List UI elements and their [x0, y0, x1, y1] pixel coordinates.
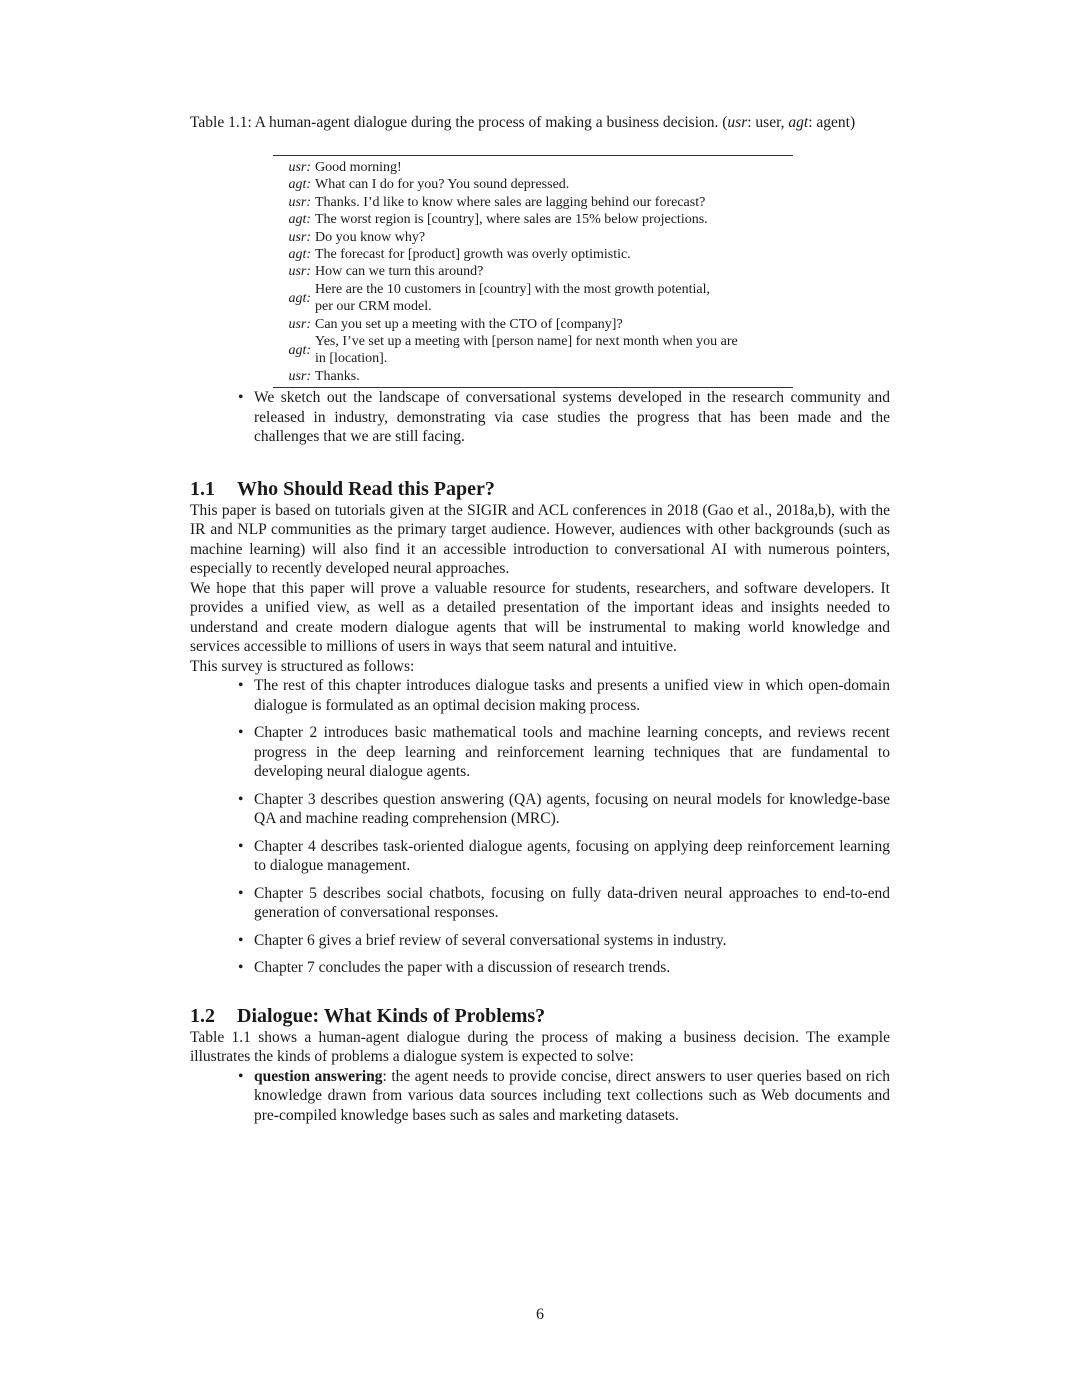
utterance-line: per our CRM model.	[315, 299, 432, 315]
page-body	[190, 112, 890, 1133]
bullet-icon: •	[238, 724, 244, 742]
speaker: agt:	[288, 290, 311, 306]
list-item-text: Chapter 4 describes task-oriented dialogue agents, focusing on applying deep reinforcement learning to dialogue management.	[254, 837, 890, 875]
dialogue-row	[273, 281, 793, 316]
bullet-icon: •	[238, 959, 244, 977]
list-item	[238, 1067, 890, 1126]
list-item-text: Chapter 7 concludes the paper with a discussion of research trends.	[254, 959, 671, 977]
dialogue-row	[273, 333, 793, 368]
bullet-icon: •	[238, 389, 244, 407]
list-item-text: Chapter 6 gives a brief review of several conversational systems in industry.	[254, 931, 727, 949]
list-item	[238, 884, 890, 923]
bullet-icon: •	[238, 837, 244, 855]
list-item-text: The rest of this chapter introduces dialogue tasks and presents a unified view in which open-domain dialogue is formulated as an optimal decision making process.	[254, 677, 890, 714]
utterance-line: Yes, I’ve set up a meeting with [person name] for next month when you are	[315, 334, 738, 350]
speaker: usr:	[288, 368, 311, 384]
dialogue-row	[273, 229, 793, 246]
problem-list	[190, 1067, 890, 1126]
speaker: agt:	[288, 212, 311, 228]
bullet-icon: •	[238, 884, 244, 902]
paragraph: Table 1.1 shows a human-agent dialogue during the process of making a business decision. The example illustrates the kinds of problems a dialogue system is expected to solve:	[190, 1028, 890, 1066]
section-title: Dialogue: What Kinds of Problems?	[237, 1004, 546, 1027]
list-item	[238, 676, 890, 715]
dialogue-row	[273, 176, 793, 193]
section-title: Who Should Read this Paper?	[237, 477, 495, 500]
utterance: Good morning!	[315, 160, 402, 175]
speaker: agt:	[288, 342, 311, 358]
list-item-text: We sketch out the landscape of conversational systems developed in the research community and released in industry, demonstrating via case studies the progress that has been made and the challenges that we are still facing.	[254, 389, 890, 446]
utterance-line: in [location].	[315, 351, 388, 367]
utterance: Thanks.	[315, 368, 360, 384]
dialogue-row	[273, 316, 793, 333]
utterance: The worst region is [country], where sales are 15% below projections.	[315, 212, 708, 228]
speaker: usr:	[288, 229, 311, 245]
list-item	[238, 837, 890, 876]
section-heading-1-2	[190, 1004, 890, 1028]
caption-agt-abbr: agt	[788, 114, 809, 131]
paragraph: We hope that this paper will prove a valuable resource for students, researchers, and software developers. It provides a unified view, as well as a detailed presentation of the important ideas and insights needed to understand and create modern dialogue agents that will be instrumental to making world knowledge and services accessible to millions of users in ways that seem natural and intuitive.	[190, 579, 890, 656]
list-item-text: : the agent needs to provide concise, direct answers to user queries based on rich knowledge drawn from various data sources including text collections such as Web documents and pre-compiled knowledge bases such as sales and marketing datasets.	[254, 1067, 890, 1124]
utterance: What can I do for you? You sound depressed.	[315, 177, 570, 193]
caption-usr-abbr: usr	[727, 114, 748, 131]
list-item-text: Chapter 2 introduces basic mathematical tools and machine learning concepts, and reviews recent progress in the deep learning and reinforcement learning techniques that are fundamental to developing neural dialogue agents.	[254, 724, 890, 781]
speaker: usr:	[288, 160, 311, 175]
bullet-icon: •	[238, 931, 244, 949]
structure-list	[190, 676, 890, 978]
speaker: agt:	[288, 177, 311, 193]
utterance: Can you set up a meeting with the CTO of [company]?	[315, 316, 623, 332]
utterance-line: Here are the 10 customers in [country] with the most growth potential,	[315, 281, 711, 297]
speaker: usr:	[288, 264, 311, 280]
utterance: The forecast for [product] growth was overly optimistic.	[315, 247, 631, 263]
utterance	[315, 281, 793, 316]
list-item	[238, 931, 890, 951]
list-item-text: Chapter 3 describes question answering (QA) agents, focusing on neural models for knowledge-base QA and machine reading comprehension (MRC).	[254, 790, 890, 828]
list-item	[238, 388, 890, 447]
utterance	[315, 333, 793, 368]
paragraph: This survey is structured as follows:	[190, 657, 415, 675]
list-item	[238, 790, 890, 829]
dialogue-row	[273, 211, 793, 228]
list-item	[238, 723, 890, 782]
utterance: Do you know why?	[315, 229, 426, 245]
section-number: 1.2	[190, 1004, 215, 1027]
dialogue-row	[273, 246, 793, 263]
dialogue-row	[273, 263, 793, 280]
page-number: 6	[536, 1306, 544, 1323]
dialogue-table	[273, 155, 793, 388]
utterance: Thanks. I’d like to know where sales are lagging behind our forecast?	[315, 194, 706, 210]
paragraph: This paper is based on tutorials given at the SIGIR and ACL conferences in 2018 (Gao et al., 2018a,b), with the IR and NLP communities as the primary target audience. However, audiences with other backgrounds (such as machine learning) will also find it an accessible introduction to conversational AI with numerous pointers, especially to recently developed neural approaches.	[190, 501, 890, 578]
speaker: agt:	[288, 247, 311, 263]
dialogue-row	[273, 368, 793, 388]
speaker: usr:	[288, 194, 311, 210]
bullet-icon: •	[238, 1067, 244, 1085]
speaker: usr:	[288, 316, 311, 332]
caption-prefix: Table 1.1: A human-agent dialogue during the process of making a business decision. (	[190, 114, 728, 131]
bullet-list-top	[190, 388, 890, 447]
section-number: 1.1	[190, 477, 215, 500]
utterance: How can we turn this around?	[315, 264, 484, 280]
caption-usr-def: : user,	[747, 114, 785, 131]
dialogue-row	[273, 194, 793, 211]
caption-agt-def: : agent)	[808, 114, 856, 131]
bullet-icon: •	[238, 677, 244, 695]
section-heading-1-1	[190, 477, 890, 501]
bullet-icon: •	[238, 790, 244, 808]
list-item	[238, 958, 890, 978]
dialogue-row	[273, 156, 793, 177]
list-item-text: Chapter 5 describes social chatbots, focusing on fully data-driven neural approaches to end-to-end generation of conversational responses.	[254, 884, 890, 922]
list-item-term: question answering	[254, 1067, 383, 1085]
table-caption	[190, 112, 890, 133]
